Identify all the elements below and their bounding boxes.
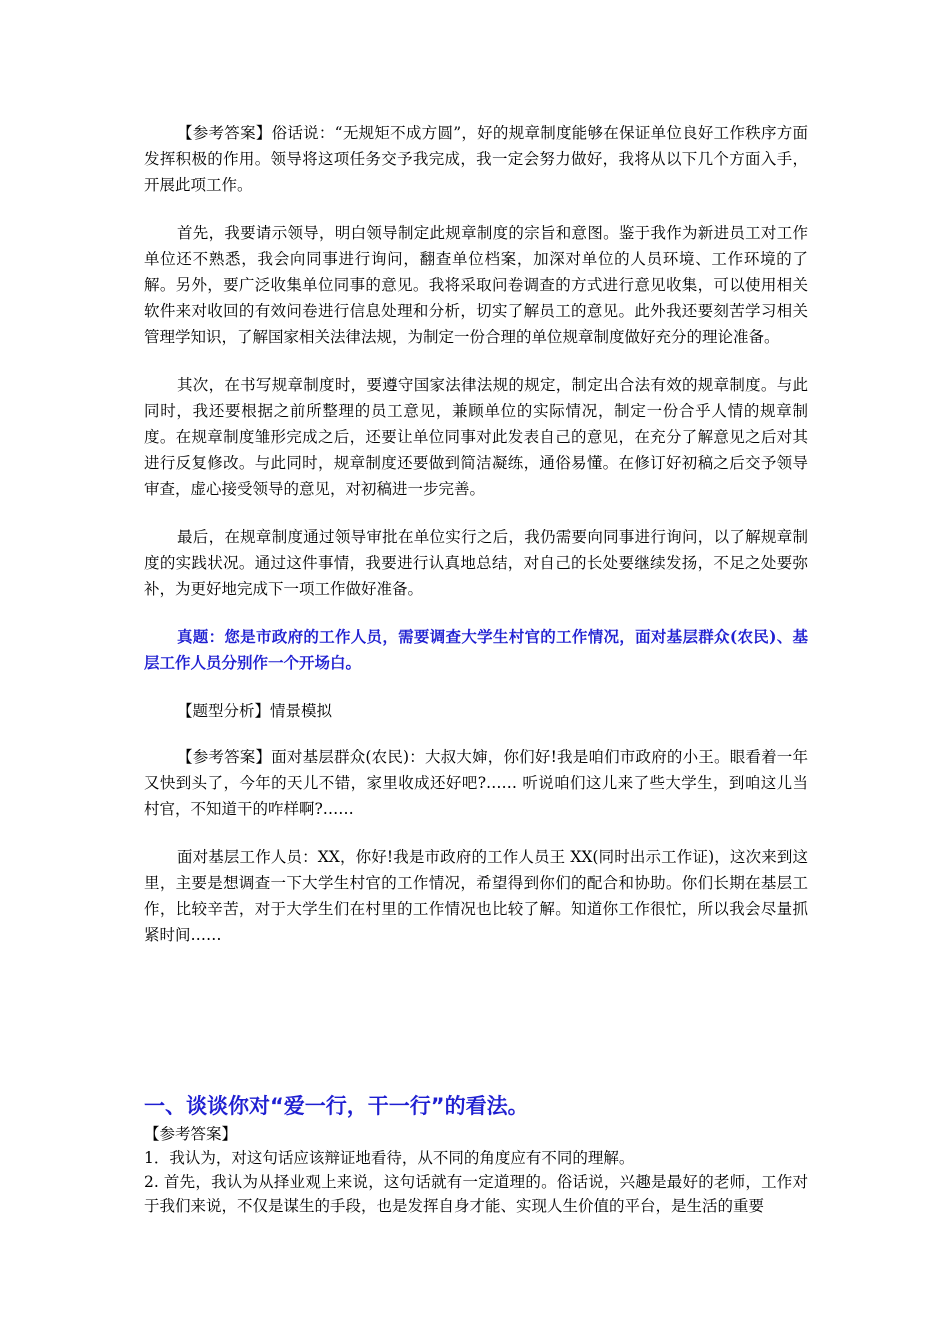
document-page [144, 120, 808, 1218]
paragraph-second: 其次，在书写规章制度时，要遵守国家法律法规的规定，制定出合法有效的规章制度。与此同时，我还要根据之前所整理的员工意见，兼顾单位的实际情况，制定一份合乎人情的规章制度。在规章制度雏形完成之后，还要让单位同事对此发表自己的意见，在充分了解意见之后对其进行反复修改。与此同时，规章制度还要做到简洁凝练，通俗易懂。在修订好初稿之后交予领导审查，虚心接受领导的意见，对初稿进一步完善。 [144, 376, 808, 498]
section-heading: 一、谈谈你对“爱一行，干一行”的看法。 [144, 1094, 529, 1118]
section-answer-label: 【参考答案】 [144, 1125, 238, 1143]
paragraph-last: 最后，在规章制度通过领导审批在单位实行之后，我仍需要向同事进行询问，以了解规章制度的实践状况。通过这件事情，我要进行认真地总结，对自己的长处要继续发扬，不足之处要弥补，为更好地完成下一项工作做好准备。 [144, 528, 808, 598]
paragraph-answer-intro: 【参考答案】俗话说：“无规矩不成方圆”，好的规章制度能够在保证单位良好工作秩序方面发挥积极的作用。领导将这项任务交予我完成，我一定会努力做好，我将从以下几个方面入手，开展此项工作。 [144, 124, 808, 194]
blank-space [144, 970, 808, 1092]
answer-villagers: 【参考答案】面对基层群众(农民)：大叔大婶，你们好!我是咱们市政府的小王。眼看着一年又快到头了，今年的天儿不错，家里收成还好吧?…… 听说咱们这儿来了些大学生，到咱这儿当村官，不知道干的咋样啊?…… [144, 748, 808, 818]
section-line-2: 2. 首先，我认为从择业观上来说，这句话就有一定道理的。俗话说，兴趣是最好的老师，工作对于我们来说，不仅是谋生的手段，也是发挥自身才能、实现人生价值的平台，是生活的重要 [144, 1173, 808, 1215]
paragraph-first: 首先，我要请示领导，明白领导制定此规章制度的宗旨和意图。鉴于我作为新进员工对工作单位还不熟悉，我会向同事进行询问，翻查单位档案，加深对单位的人员环境、工作环境的了解。另外，要广泛收集单位同事的意见。我将采取问卷调查的方式进行意见收集，可以使用相关软件来对收回的有效问卷进行信息处理和分析，切实了解员工的意见。此外我还要刻苦学习相关管理学知识，了解国家相关法律法规，为制定一份合理的单位规章制度做好充分的理论准备。 [144, 224, 808, 346]
question-analysis: 【题型分析】情景模拟 [177, 702, 333, 720]
exam-question: 真题：您是市政府的工作人员，需要调查大学生村官的工作情况，面对基层群众(农民)、基层工作人员分别作一个开场白。 [144, 627, 808, 672]
answer-staff: 面对基层工作人员：XX，你好!我是市政府的工作人员王 XX(同时出示工作证)，这次来到这里，主要是想调查一下大学生村官的工作情况，希望得到你们的配合和协助。你们长期在基层工作，比较辛苦，对于大学生们在村里的工作情况也比较了解。知道你工作很忙，所以我会尽量抓紧时间…… [144, 848, 808, 944]
section-line-1: 1．我认为，对这句话应该辩证地看待，从不同的角度应有不同的理解。 [144, 1149, 635, 1167]
